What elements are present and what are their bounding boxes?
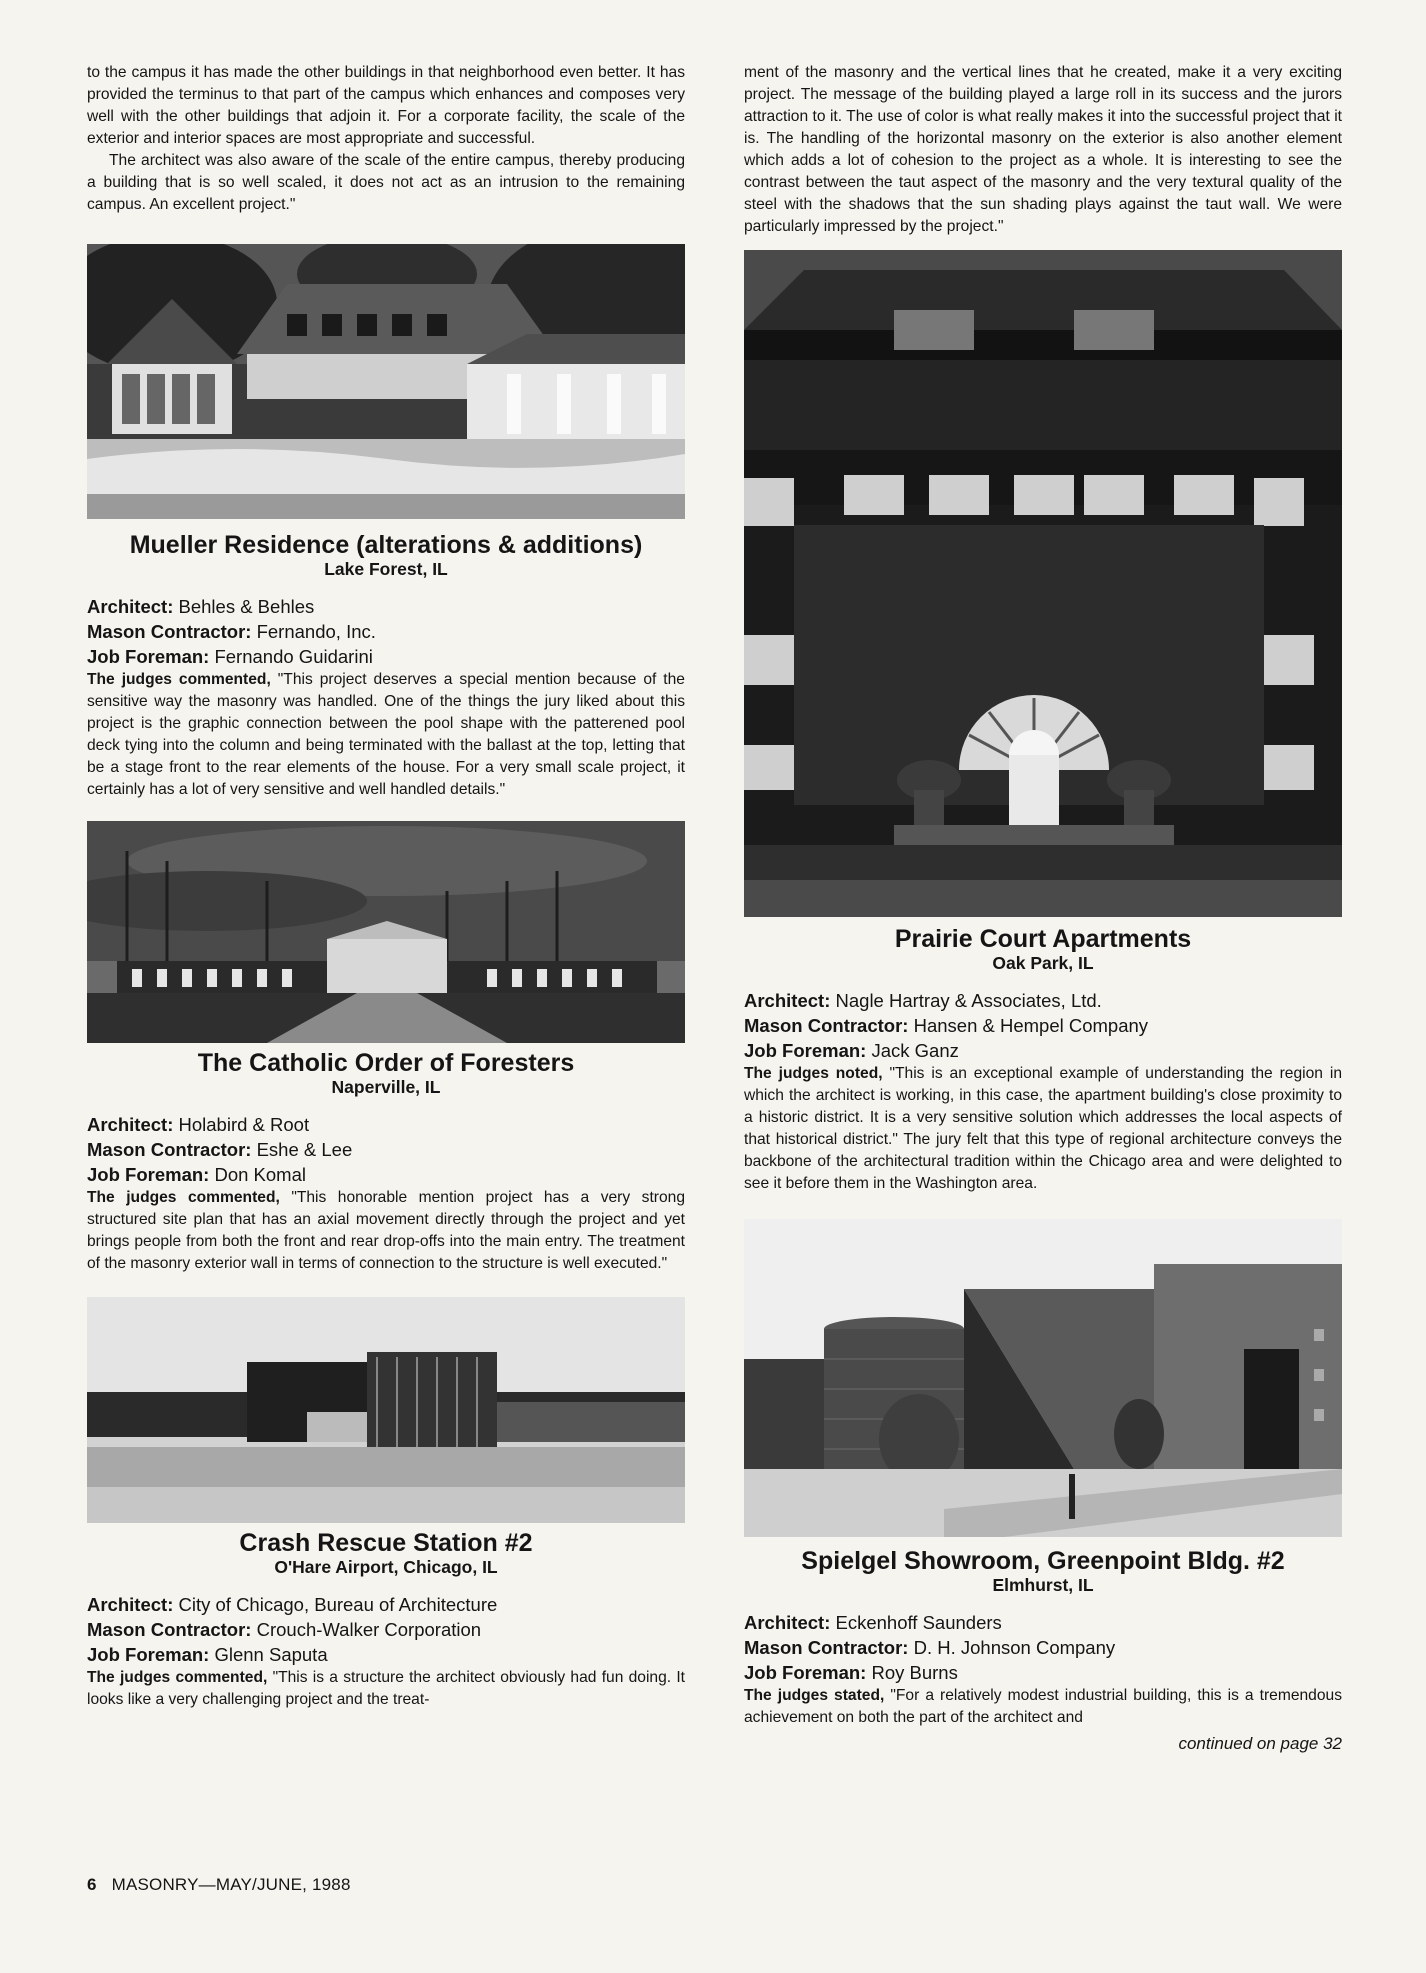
mason-contractor: Eshe & Lee [256, 1139, 353, 1160]
judges-comment [87, 669, 685, 801]
page-number: 6 [87, 1875, 97, 1894]
project-location: Lake Forest, IL [324, 559, 448, 579]
architect-name: Holabird & Root [178, 1114, 310, 1135]
comment-text: "This is an exceptional example of understanding the region in which the architect is working, in this case, the apartment building's close proximity to a historic district. It is a very sensitive solution which addresses the local aspects of that historical district." The jury felt that this type of regional architecture conveys the backbone of the architectural tradition within the Chicago area and were delighted to see it before them in the Washington area. [744, 1065, 1342, 1192]
judges-comment [744, 1685, 1342, 1729]
job-foreman: Roy Burns [871, 1662, 958, 1683]
right-column [744, 62, 1342, 1755]
project-block [744, 925, 1342, 1195]
judges-comment [87, 1667, 685, 1711]
credit-label: Job Foreman: [87, 1164, 210, 1185]
spielgel-showroom-photo [744, 1219, 1342, 1537]
comment-lead: The judges commented, [87, 671, 271, 688]
comment-text: "This honorable mention project has a very strong structured site plan that has an axial movement directly through the project and yet brings people from both the front and rear drop-offs into the main entry. The treatment of the masonry exterior wall in terms of connection to the structure is well executed." [87, 1189, 685, 1272]
credit-label: Job Foreman: [87, 646, 210, 667]
project-credits [87, 594, 685, 669]
comment-text: "For a relatively modest industrial building, this is a tremendous achievement on both the part of the architect and [744, 1687, 1342, 1726]
mueller-residence-photo [87, 244, 685, 519]
judges-comment [87, 1187, 685, 1275]
credit-label: Architect: [87, 1594, 174, 1615]
comment-lead: The judges commented, [87, 1669, 268, 1686]
mason-contractor: D. H. Johnson Company [913, 1637, 1116, 1658]
mason-contractor: Hansen & Hempel Company [913, 1015, 1149, 1036]
credit-label: Job Foreman: [87, 1644, 210, 1665]
project-credits [87, 1112, 685, 1187]
job-foreman: Don Komal [214, 1164, 306, 1185]
project-title: Prairie Court Apartments [894, 925, 1192, 953]
job-foreman: Glenn Saputa [214, 1644, 328, 1665]
mason-contractor: Fernando, Inc. [256, 621, 376, 642]
comment-lead: The judges stated, [744, 1687, 885, 1704]
architect-name: Eckenhoff Saunders [835, 1612, 1002, 1633]
architect-name: Behles & Behles [178, 596, 315, 617]
project-title: The Catholic Order of Foresters [197, 1049, 575, 1077]
crash-rescue-station-photo [87, 1297, 685, 1523]
intro-paragraph: to the campus it has made the other buildings in that neighborhood even better. It has provided the terminus to that part of the campus which enhances and composes very well with the other buildings that adjoin it. For a corporate facility, the scale of the exterior and interior spaces are most appropriate and successful. [87, 64, 685, 147]
credit-label: Mason Contractor: [744, 1015, 909, 1036]
project-block [87, 531, 685, 801]
judges-comment [744, 1063, 1342, 1195]
project-location: Naperville, IL [331, 1077, 441, 1097]
comment-lead: The judges commented, [87, 1189, 280, 1206]
project-credits [744, 1610, 1342, 1685]
architect-name: Nagle Hartray & Associates, Ltd. [835, 990, 1102, 1011]
catholic-order-photo [87, 821, 685, 1043]
project-location: Elmhurst, IL [992, 1575, 1094, 1595]
project-block [87, 1049, 685, 1275]
left-column [87, 62, 685, 1711]
project-block [87, 1529, 685, 1711]
continued-note: continued on page 32 [1178, 1734, 1342, 1753]
intro-paragraph: ment of the masonry and the vertical lines that he created, make it a very exciting project. The message of the building played a large roll in its success and the jurors attraction to it. The use of color is what really makes it into the successful project that it is. The handling of the horizontal masonry on the exterior is also another element which adds a lot of cohesion to the project as a whole. It is interesting to see the contrast between the taut aspect of the masonry and the very textural quality of the steel with the shadows that the sun shading plays against the taut wall. We were particularly impressed by the project." [744, 64, 1342, 235]
credit-label: Architect: [744, 990, 831, 1011]
credit-label: Mason Contractor: [87, 621, 252, 642]
project-title: Spielgel Showroom, Greenpoint Bldg. #2 [801, 1547, 1285, 1575]
prairie-court-photo [744, 250, 1342, 917]
comment-text: "This is a structure the architect obviously had fun doing. It looks like a very challenging project and the treat- [87, 1669, 685, 1708]
publication-line: MASONRY—MAY/JUNE, 1988 [111, 1875, 351, 1894]
project-credits [744, 988, 1342, 1063]
credit-label: Job Foreman: [744, 1662, 867, 1683]
project-location: Oak Park, IL [992, 953, 1094, 973]
job-foreman: Jack Ganz [871, 1040, 959, 1061]
credit-label: Architect: [87, 1114, 174, 1135]
credit-label: Mason Contractor: [87, 1139, 252, 1160]
job-foreman: Fernando Guidarini [214, 646, 373, 667]
project-title: Crash Rescue Station #2 [239, 1529, 533, 1557]
credit-label: Architect: [744, 1612, 831, 1633]
intro-paragraph: The architect was also aware of the scale of the entire campus, thereby producing a building that is so well scaled, it does not act as an intrusion to the remaining campus. An excellent project." [87, 152, 685, 213]
comment-text: "This project deserves a special mention because of the sensitive way the masonry was handled. One of the things the jury liked about this project is the graphic connection between the pool shape with the patterened pool deck tying into the column and being terminated with the ballast at the top, letting that be a stage front to the rear elements of the house. For a very small scale project, it certainly has a lot of very sensitive and well handled details." [87, 671, 685, 798]
credit-label: Mason Contractor: [744, 1637, 909, 1658]
credit-label: Job Foreman: [744, 1040, 867, 1061]
comment-lead: The judges noted, [744, 1065, 883, 1082]
project-block [744, 1547, 1342, 1755]
project-credits [87, 1592, 685, 1667]
architect-name: City of Chicago, Bureau of Architecture [178, 1594, 498, 1615]
mason-contractor: Crouch-Walker Corporation [256, 1619, 482, 1640]
page-footer [87, 1875, 351, 1895]
project-title: Mueller Residence (alterations & additions) [129, 531, 643, 559]
credit-label: Mason Contractor: [87, 1619, 252, 1640]
project-location: O'Hare Airport, Chicago, IL [274, 1557, 498, 1577]
credit-label: Architect: [87, 596, 174, 617]
